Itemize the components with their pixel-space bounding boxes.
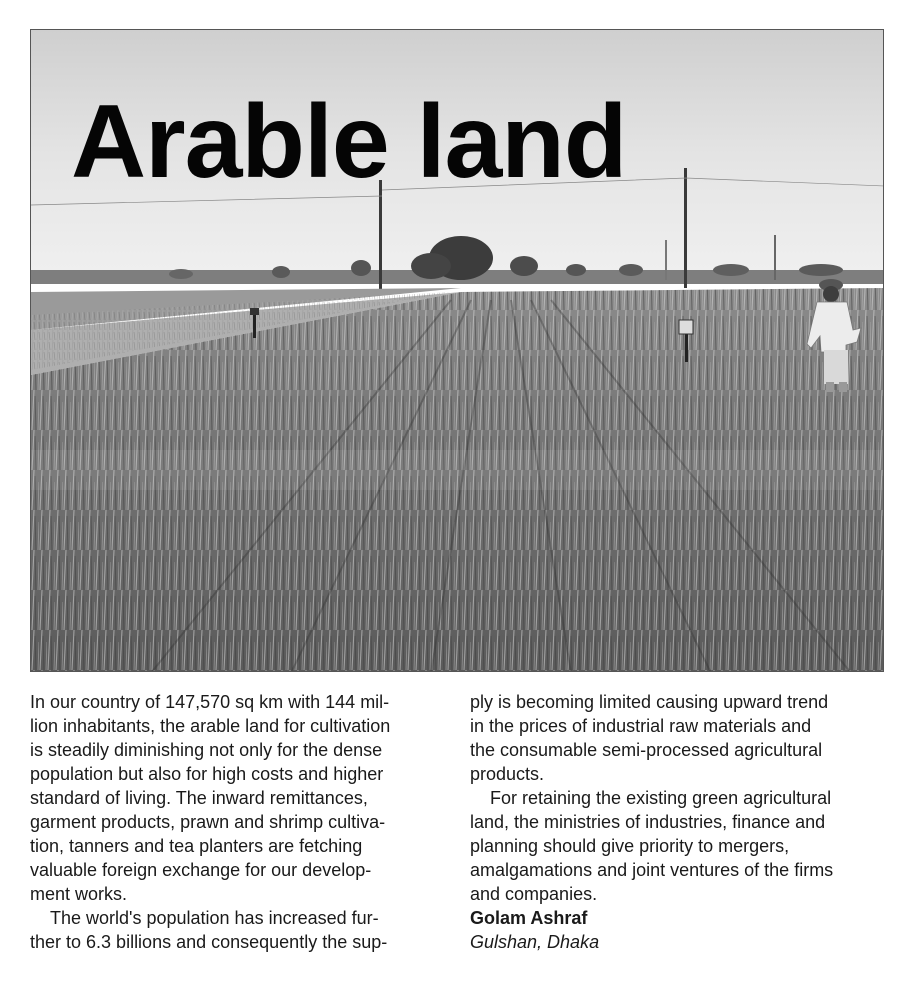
article-column-right xyxy=(470,690,882,954)
text-line: is steadily diminishing not only for the dense xyxy=(30,740,383,760)
text-line: In our country of 147,570 sq km with 144 mil- xyxy=(30,692,390,712)
text-line: products. xyxy=(470,764,545,784)
paragraph-2-continued xyxy=(470,690,882,786)
text-line: ther to 6.3 billions and consequently the sup- xyxy=(30,932,388,952)
author-name: Golam Ashraf xyxy=(470,908,588,928)
text-line: the consumable semi-processed agricultural xyxy=(470,740,823,760)
rice-field-photo xyxy=(30,29,884,672)
text-line: lion inhabitants, the arable land for cultivation xyxy=(30,716,391,736)
author-location: Gulshan, Dhaka xyxy=(470,932,600,952)
text-line: For retaining the existing green agricultural xyxy=(490,788,832,808)
text-line: valuable foreign exchange for our develop- xyxy=(30,860,372,880)
paragraph-2 xyxy=(30,906,442,954)
headline: Arable land xyxy=(71,84,627,200)
paragraph-3 xyxy=(470,786,882,906)
text-line: tion, tanners and tea planters are fetching xyxy=(30,836,363,856)
text-line: garment products, prawn and shrimp cultiva- xyxy=(30,812,386,832)
text-line: standard of living. The inward remittances, xyxy=(30,788,368,808)
text-line: and companies. xyxy=(470,884,598,904)
text-line: planning should give priority to mergers, xyxy=(470,836,790,856)
text-line: amalgamations and joint ventures of the firms xyxy=(470,860,834,880)
text-line: population but also for high costs and higher xyxy=(30,764,384,784)
paragraph-1 xyxy=(30,690,442,906)
text-line: in the prices of industrial raw materials and xyxy=(470,716,812,736)
text-line: land, the ministries of industries, finance and xyxy=(470,812,826,832)
text-line: The world's population has increased fur- xyxy=(50,908,379,928)
article-column-left xyxy=(30,690,442,954)
text-line: ply is becoming limited causing upward trend xyxy=(470,692,829,712)
text-line: ment works. xyxy=(30,884,128,904)
